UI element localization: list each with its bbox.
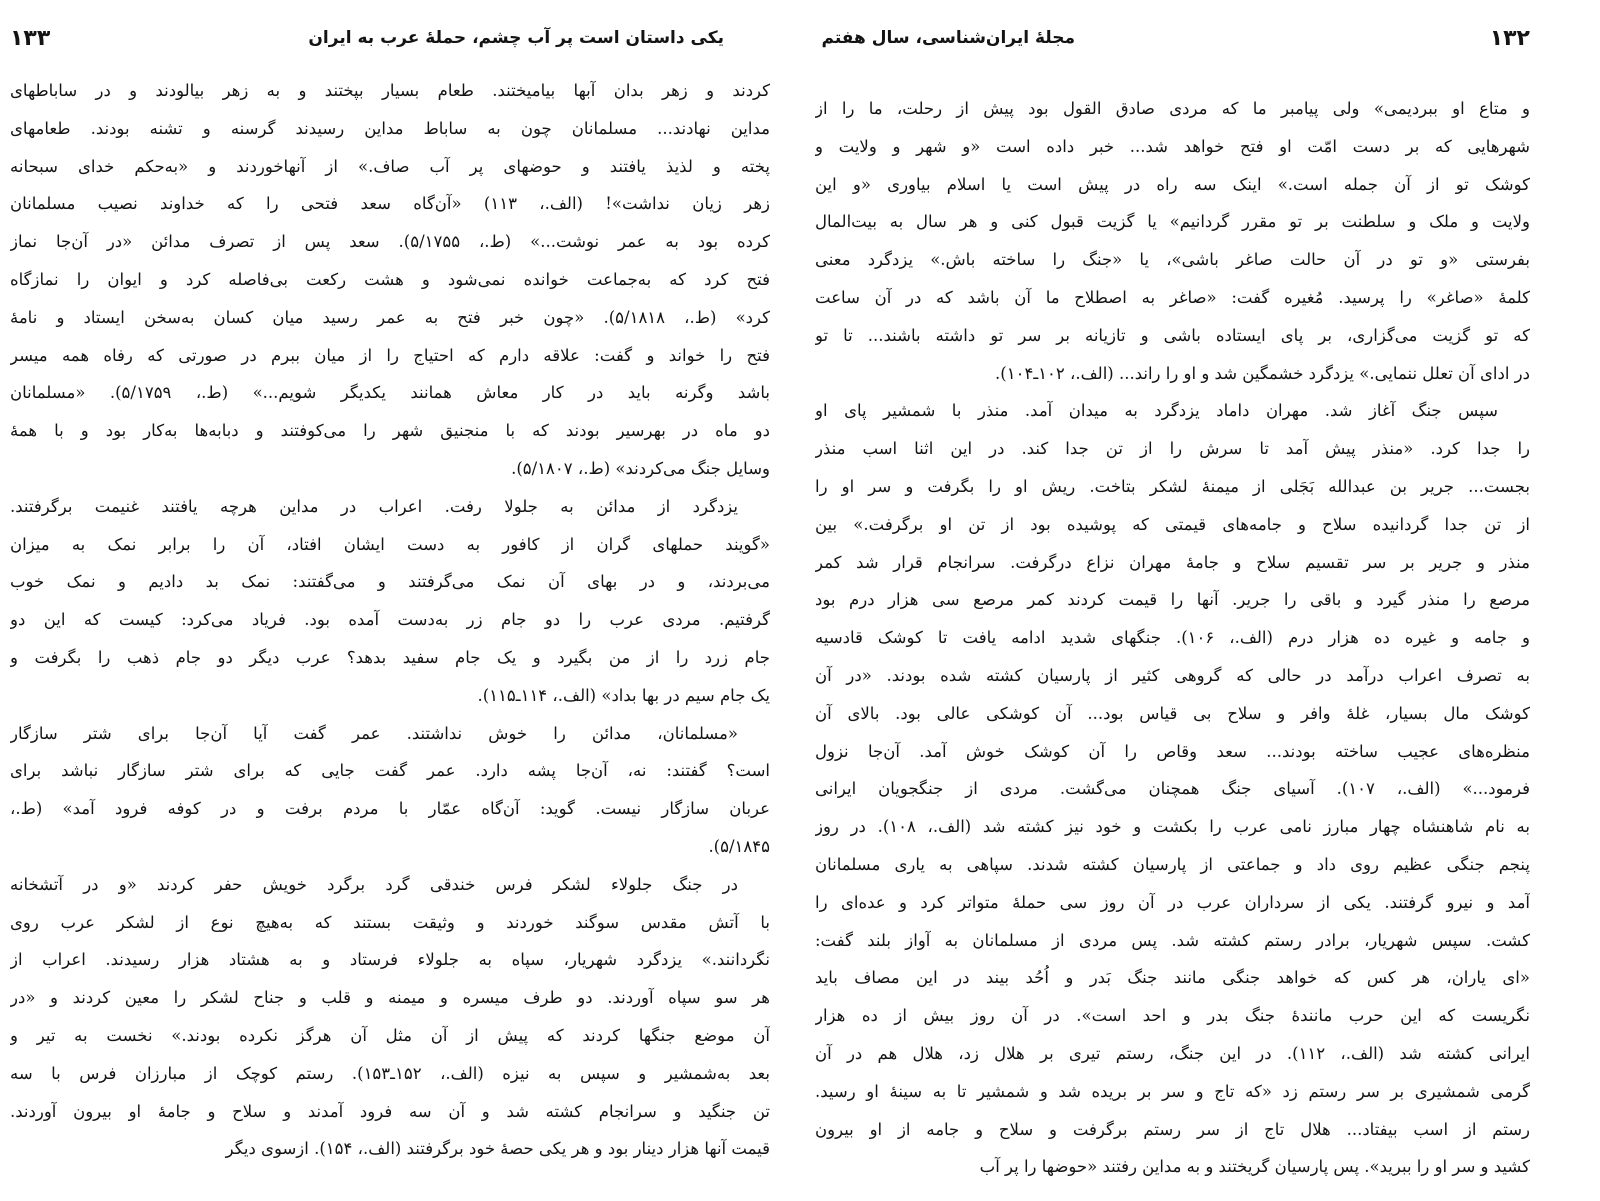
- text-line: کشید و سر او را ببرید». پس پارسیان گریختند و به مداین رفتند «حوضها را پر آب: [979, 1157, 1530, 1177]
- text-line: زهر زیان نداشت»! (الف.، ۱۱۳) «آن‌گاه سعد فتحی را که خداوند نصیب مسلمانان: [10, 194, 770, 214]
- right-page-header: [815, 28, 1530, 60]
- left-page-body: [10, 72, 770, 1168]
- text-line: با آتش مقدس سوگند خوردند و وثیقت بستند که به‌هیچ نوع از لشکر عرب روی: [10, 912, 770, 932]
- text-line: رستم از اسب بیفتاد... هلال تاج از سر رستم برگرفت و سلاح و جامه از او بیرون: [815, 1119, 1530, 1139]
- text-line: گرمی شمشیری بر سر رستم زد «که تاج و سر بر بریده شد و شمشیر تا به سینهٔ او رسید.: [815, 1081, 1530, 1101]
- right-page-number: ۱۳۲: [1489, 26, 1530, 51]
- text-line: را جدا کرد. «منذر پیش آمد تا سرش را از تن جدا کند. در این اثنا اسب منذر: [815, 439, 1530, 459]
- text-line: قیمت آنها هزار دینار بود و هر یکی حصهٔ خود برگرفتند (الف.، ۱۵۴). ازسوی دیگر: [225, 1139, 770, 1159]
- text-line: کلمهٔ «صاغر» را پرسید. مُغیره گفت: «صاغر به اصطلاح ما آن باشد که در آن ساعت: [815, 287, 1530, 307]
- text-line: آن موضع جنگها کردند که پیش از آن مثل آن هرگز نکرده بودند.» نخست به تیر و: [10, 1025, 770, 1045]
- left-running-head: یکی داستان است پر آب چشم، حملهٔ عرب به ایران: [308, 28, 724, 48]
- text-line: منظره‌های عجیب ساخته بودند... سعد وقاص را آن کوشک خوش آمد. آن‌جا نزول: [815, 741, 1530, 761]
- text-line: یک جام سیم در بها بداد» (الف.، ۱۱۴ـ۱۱۵).: [477, 685, 770, 705]
- text-line: مرصع را منذر گیرد و باقی را جریر. آنها را قیمت کردند کمر مرصع سی هزار درم بود: [815, 590, 1530, 610]
- text-line: شهرهایی که بر دست امّت او فتح خواهد شد... خبر داده است «و شهر و ولایت و: [815, 136, 1530, 156]
- text-line: «مسلمانان، مدائن را خوش نداشتند. عمر گفت آیا آن‌جا برای شتر سازگار: [10, 723, 738, 743]
- text-line: کوشک تو از آن جمله است.» اینک سه راه در پیش است یا اسلام بیاوری «و این: [815, 174, 1530, 194]
- text-line: تن جنگید و سرانجام کشته شد و آن سه فرود آمدند و سلاح و جامهٔ او بیرون آوردند.: [10, 1101, 770, 1121]
- text-line: نگردانند.» یزدگرد شهریار، سپاه به جلولاء فرستاد و به هشتاد هزار رسیدند. اعراب از: [10, 950, 770, 970]
- text-line: نگریست که این حرب مانندهٔ جنگ بدر و احد است». در آن روز بیش از ده هزار: [815, 1006, 1530, 1026]
- text-line: که تو گزیت می‌گزاری، بر پای ایستاده باشی و تازیانه بر سر تو داشته باشند... تا تو: [815, 325, 1530, 345]
- text-line: ۵/۱۸۴۵).: [708, 836, 770, 856]
- paragraph: [10, 72, 770, 488]
- text-line: کرده بود به عمر نوشت...» (ط.، ۵/۱۷۵۵). سعد پس از تصرف مدائن «در آن‌جا نماز: [10, 232, 770, 252]
- text-line: مداین نهادند... مسلمانان چون به ساباط مداین رسیدند گرسنه و تشنه بودند. طعامهای: [10, 118, 770, 138]
- paragraph: [815, 90, 1530, 392]
- text-line: فرمود...» (الف.، ۱۰۷). آسیای جنگ همچنان می‌گشت. مردی از جنگجویان ایرانی: [815, 779, 1530, 799]
- text-line: باشد وگرنه باید در کار معاش همانند یکدیگر شویم...» (ط.، ۵/۱۷۵۹). «مسلمانان: [10, 383, 770, 403]
- text-line: «گویند حملهای گران از کافور به دست ایشان افتاد، آن را برابر نمک به میزان: [10, 534, 770, 554]
- text-line: آمد و نیرو گرفتند. یکی از سرداران عرب در آن روز سی حملهٔ متواتر کرد و عده‌ای را: [815, 892, 1530, 912]
- text-line: بعد به‌شمشیر و سپس به نیزه (الف.، ۱۵۲ـ۱۵۳). رستم کوچک از مبارزان فرس با سه: [10, 1063, 770, 1083]
- paragraph: [10, 715, 770, 866]
- text-line: به تصرف اعراب درآمد در حالی که گروهی کثیر از پارسیان کشته شده بودند. «در آن: [815, 665, 1530, 685]
- text-line: در جنگ جلولاء لشکر فرس خندقی گرد برگرد خویش حفر کردند «و در آتشخانه: [10, 874, 738, 894]
- text-line: پخته و لذیذ یافتند و حوضهای پر آب صاف.» از آنهاخوردند و «به‌حکم خدای سبحانه: [10, 156, 770, 176]
- text-line: جام زرد را از من بگیرد و یک جام سفید بدهد؟ عرب دیگر دو جام ذهب را بگرفت و: [10, 647, 770, 667]
- text-line: کردند و زهر بدان آبها بیامیختند. طعام بسیار بپختند و به زهر بیالودند و در ساباطهای: [10, 81, 770, 100]
- text-line: پنجم جنگی عظیم روی داد و جماعتی از پارسیان کشته شدند. سپاهی به یاری مسلمانان: [815, 854, 1530, 874]
- right-page: [815, 0, 1530, 1201]
- paragraph: [815, 392, 1530, 1186]
- text-line: وسایل جنگ می‌کردند» (ط.، ۵/۱۸۰۷).: [511, 458, 770, 478]
- text-line: و متاع او ببردیمی» ولی پیامبر ما که مردی صادق القول بود پیش از رحلت، ما را از: [815, 99, 1530, 118]
- text-line: ایرانی کشته شد (الف.، ۱۱۲). در این جنگ، رستم تیری بر هلال زد، هلال هم در آن: [815, 1043, 1530, 1063]
- text-line: در ادای آن تعلل ننمایی.» یزدگرد خشمگین شد و او را راند... (الف.، ۱۰۲ـ۱۰۴).: [995, 363, 1530, 383]
- right-page-body: [815, 90, 1530, 1186]
- paragraph: [10, 866, 770, 1168]
- text-line: دو ماه در بهرسیر بودند که با منجنیق شهر را می‌کوفتند و دبابه‌ها به‌کار بود و با همهٔ: [10, 421, 770, 441]
- text-line: کرد» (ط.، ۵/۱۸۱۸). «چون خبر فتح به عمر رسید میان کسان به‌سخن ایستاد و نامهٔ: [10, 307, 770, 327]
- text-line: فتح کرد که به‌جماعت خوانده نمی‌شود و هشت رکعت بی‌فاصله کرد و ایوان را نمازگاه: [10, 269, 770, 289]
- text-line: کوشک مال بسیار، غلهٔ وافر و سلاح بی قیاس بود... آن کوشکی عالی بود. بالای آن: [815, 703, 1530, 723]
- text-line: از تن جدا گردانیده سلاح و جامه‌های قیمتی که پوشیده بود از تن او برگرفت.» بین: [815, 514, 1530, 534]
- text-line: گرفتیم. مردی عرب را دو جام زر به‌دست آمده بود. فریاد می‌کرد: کیست که این دو: [10, 610, 770, 630]
- left-page-number: ۱۳۳: [10, 26, 51, 51]
- text-line: به نام شاهنشاه چهار مبارز نامی عرب را بکشت و خود نیز کشته شد (الف.، ۱۰۸). در روز: [815, 817, 1530, 837]
- text-line: می‌بردند، و در بهای آن نمک می‌گرفتند و می‌گفتند: نمک بد دادیم و نمک خوب: [10, 572, 770, 592]
- text-line: عربان سازگار نیست. گوید: آن‌گاه عمّار با مردم برفت و در کوفه فرود آمد» (ط.،: [10, 799, 770, 819]
- paragraph: [10, 488, 770, 715]
- text-line: منذر و جریر بر سر تقسیم سلاح و جامهٔ مهران نزاع درگرفت. سرانجام قرار شد کمر: [815, 552, 1530, 572]
- text-line: بفرستی «و تو در آن حالت صاغر باشی»، یا «جنگ را ساخته باش.» یزدگرد معنی: [815, 250, 1530, 270]
- left-page-header: [10, 28, 770, 60]
- text-line: بجست... جریر بن عبدالله بَجَلی از میمنهٔ لشکر بتاخت. ریش او را بگرفت و سر او را: [815, 476, 1530, 496]
- text-line: «ای یاران، هر کس که خواهد جنگی مانند جنگ بَدر و اُحُد بیند در این مصاف باید: [815, 968, 1530, 988]
- text-line: کشت. سپس شهریار، برادر رستم کشته شد. پس مردی از مسلمانان به آواز بلند گفت:: [815, 930, 1530, 950]
- text-line: و جامه و غیره ده هزار درم (الف.، ۱۰۶). جنگهای شدید ادامه یافت تا کوشک قادسیه: [815, 628, 1530, 648]
- text-line: هر سو سپاه آوردند. دو طرف میسره و میمنه و قلب و جناح لشکر را معین کردند و «در: [10, 988, 770, 1008]
- text-line: یزدگرد از مدائن به جلولا رفت. اعراب در مداین هرچه یافتند غنیمت برگرفتند.: [10, 496, 738, 516]
- right-running-head: مجلهٔ ایران‌شناسی، سال هفتم: [821, 28, 1075, 48]
- text-line: سپس جنگ آغاز شد. مهران داماد یزدگرد به میدان آمد. منذر با شمشیر پای او: [815, 401, 1498, 421]
- left-page: [10, 0, 770, 1201]
- text-line: فتح را خواند و گفت: علاقه دارم که احتیاج را از میان ببرم در صورتی که رفاه همه میسر: [10, 345, 770, 365]
- text-line: ولایت و ملک و سلطنت بر تو مقرر گردانیم» یا گزیت قبول کنی و هر سال به بیت‌المال: [815, 212, 1530, 232]
- text-line: است؟ گفتند: نه، آن‌جا پشه دارد. عمر گفت جایی که برای شتر سازگار نباشد برای: [10, 761, 770, 781]
